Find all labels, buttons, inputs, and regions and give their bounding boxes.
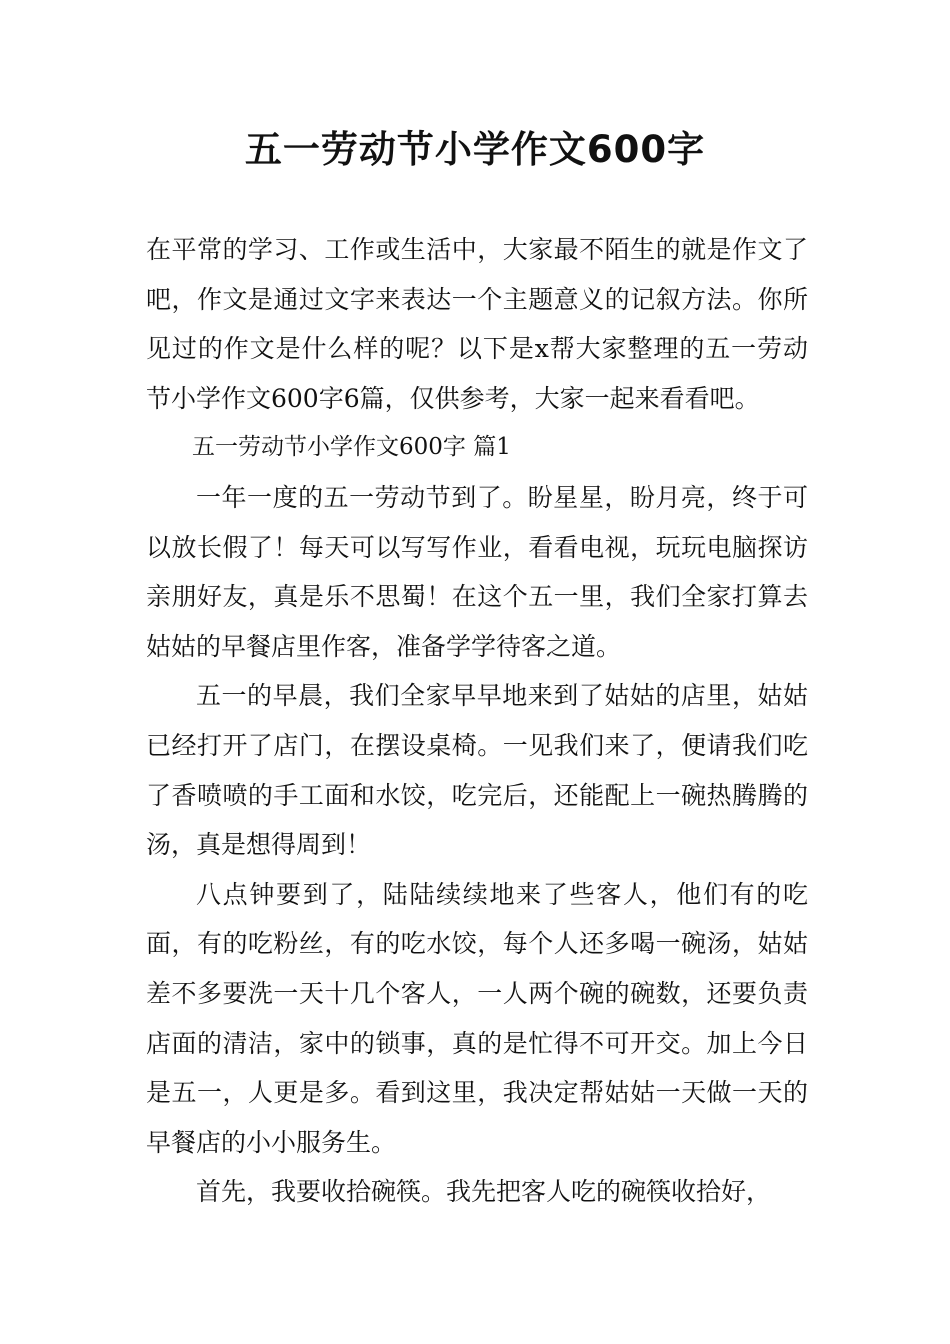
section-heading: 五一劳动节小学作文600字 篇1	[192, 434, 511, 461]
body-paragraph: 一年一度的五一劳动节到了。盼星星，盼月亮，终于可以放长假了！每天可以写写作业，看看电视，玩玩电脑探访亲朋好友，真是乐不思蜀！在这个五一里，我们全家打算去姑姑的早餐店里作客，准备学学待客之道。	[146, 482, 808, 661]
document-body	[146, 225, 808, 1217]
body-paragraph: 五一的早晨，我们全家早早地来到了姑姑的店里，姑姑已经打开了店门，在摆设桌椅。一见我们来了，便请我们吃了香喷喷的手工面和水饺，吃完后，还能配上一碗热腾腾的汤，真是想得周到！	[146, 681, 808, 860]
body-paragraph: 八点钟要到了，陆陆续续地来了些客人，他们有的吃面，有的吃粉丝，有的吃水饺，每个人还多喝一碗汤，姑姑差不多要洗一天十几个客人，一人两个碗的碗数，还要负责店面的清洁，家中的锁事，真的是忙得不可开交。加上今日是五一，人更是多。看到这里，我决定帮姑姑一天做一天的早餐店的小小服务生。	[146, 879, 808, 1157]
body-paragraph: 首先，我要收拾碗筷。我先把客人吃的碗筷收拾好，	[196, 1177, 772, 1207]
intro-paragraph: 在平常的学习、工作或生活中，大家最不陌生的就是作文了吧，作文是通过文字来表达一个主题意义的记叙方法。你所见过的作文是什么样的呢？以下是x帮大家整理的五一劳动节小学作文600字6篇，仅供参考，大家一起来看看吧。	[146, 235, 808, 413]
document-title: 五一劳动节小学作文600字	[244, 128, 706, 171]
